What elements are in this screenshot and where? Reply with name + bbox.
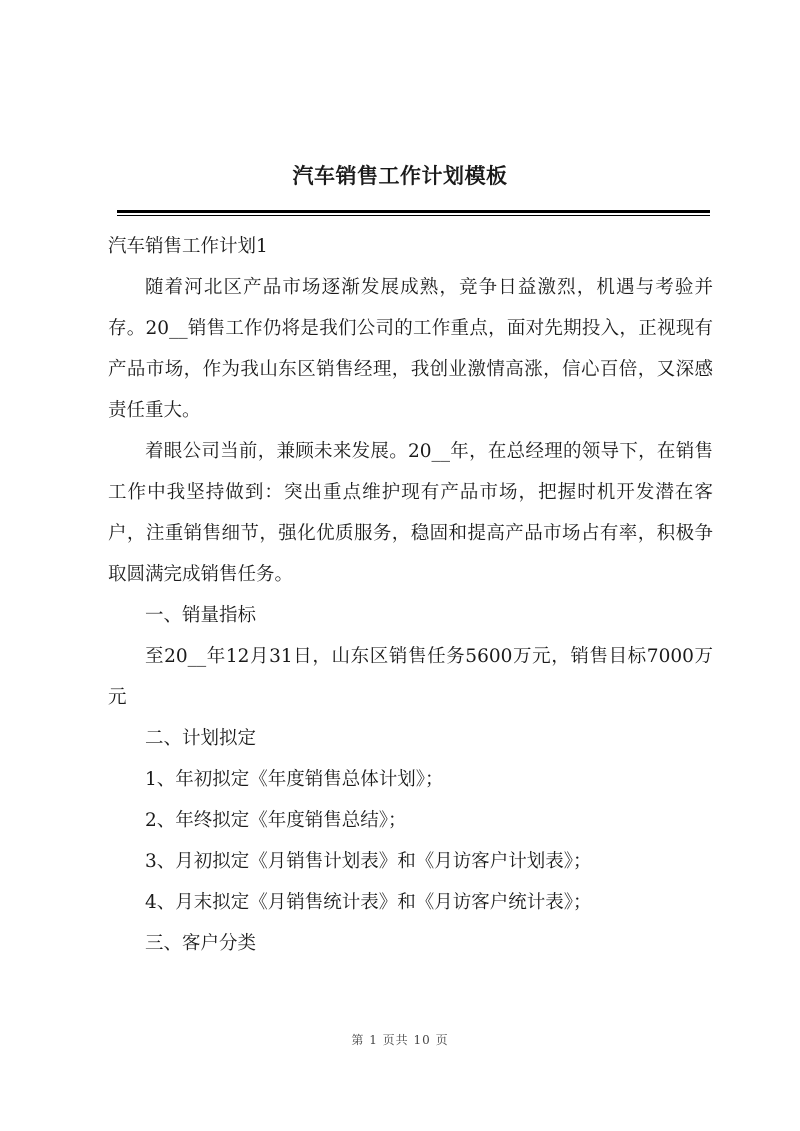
section-heading: 一、销量指标 xyxy=(145,605,257,626)
title-divider-thin xyxy=(117,215,710,216)
paragraph: 随着河北区产品市场逐渐发展成熟，竞争日益激烈，机遇与考验并存。20__销售工作仍将是我们公司的工作重点，面对先期投入，正视现有产品市场，作为我山东区销售经理，我创业激情高涨，信心百倍，又深感责任重大。 xyxy=(108,277,713,421)
paragraph: 至20__年12月31日，山东区销售任务5600万元，销售目标7000万元 xyxy=(108,646,713,708)
list-item: 4、月末拟定《月销售统计表》和《月访客户统计表》； xyxy=(145,892,592,913)
title-divider-thick xyxy=(117,210,710,213)
document-title: 汽车销售工作计划模板 xyxy=(292,164,508,188)
section-heading: 二、计划拟定 xyxy=(145,728,257,749)
page-number: 第 1 页共 10 页 xyxy=(351,1033,449,1047)
list-item: 1、年初拟定《年度销售总体计划》； xyxy=(145,769,444,790)
section-heading: 三、客户分类 xyxy=(145,933,257,954)
list-item: 3、月初拟定《月销售计划表》和《月访客户计划表》； xyxy=(145,851,592,872)
paragraph: 着眼公司当前，兼顾未来发展。20__年，在总经理的领导下，在销售工作中我坚持做到：突出重点维护现有产品市场，把握时机开发潜在客户，注重销售细节，强化优质服务，稳固和提高产品市场占有率，积极争取圆满完成销售任务。 xyxy=(108,441,713,585)
section-heading: 汽车销售工作计划1 xyxy=(108,236,268,257)
list-item: 2、年终拟定《年度销售总结》； xyxy=(145,810,407,831)
document-body xyxy=(108,226,713,964)
